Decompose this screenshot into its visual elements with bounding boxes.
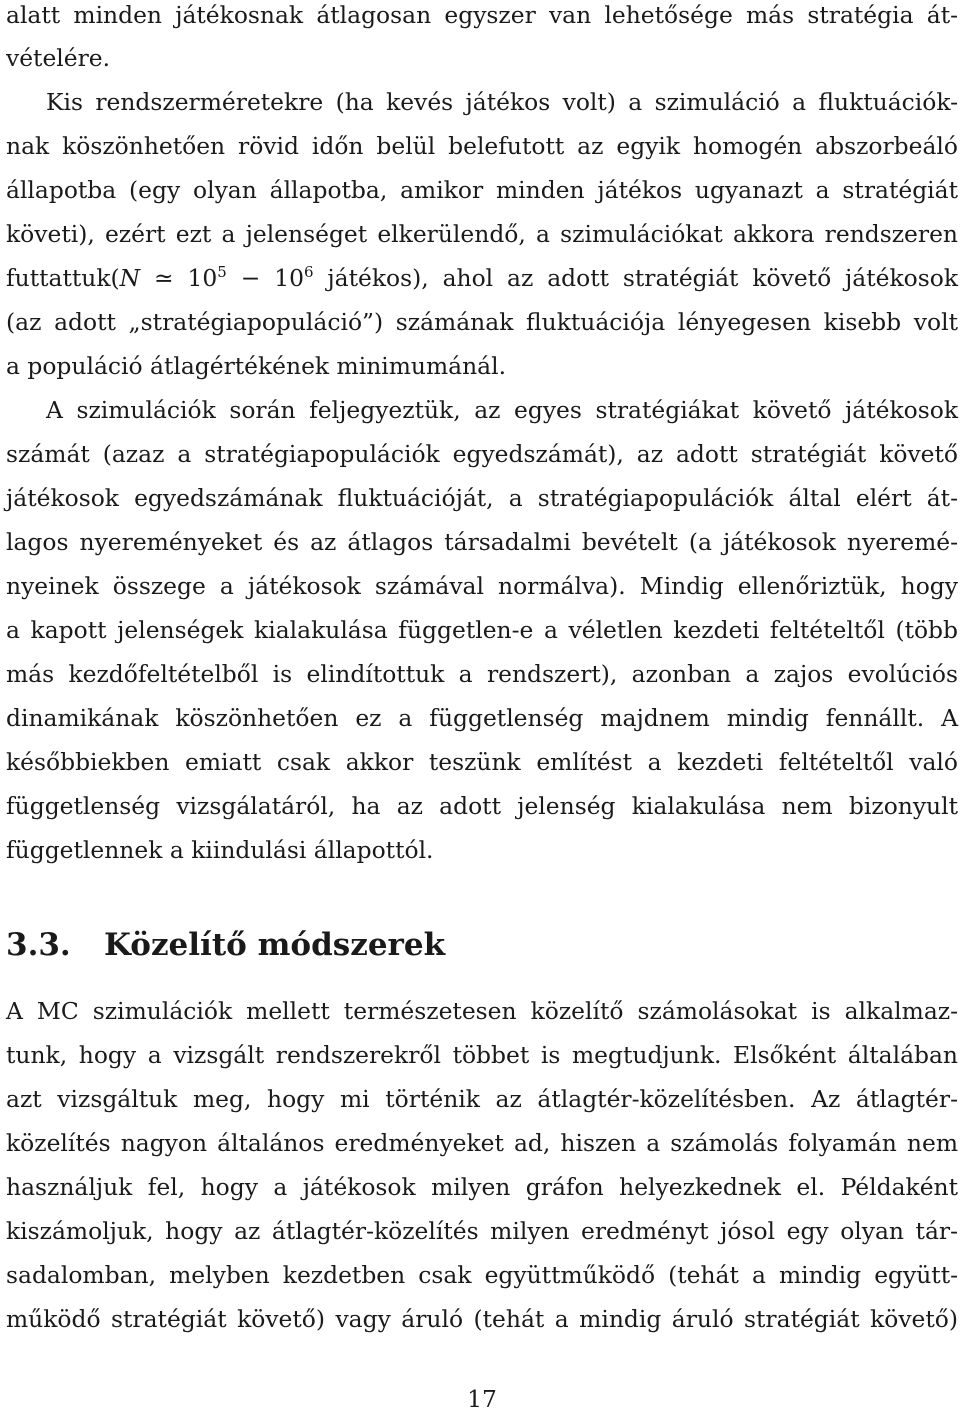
text-line: más kezdőfeltételből is elindítottuk a rendszert), azonban a zajos evolúciós — [6, 660, 958, 688]
math-exponent: 6 — [303, 263, 314, 281]
text-line: vételére. — [6, 44, 111, 72]
text-line: (az adott „stratégiapopuláció”) számának fluktuációja lényegesen kisebb volt — [6, 308, 958, 336]
section-number: 3.3. — [6, 927, 71, 963]
text-line: állapotba (egy olyan állapotba, amikor minden játékos ugyanazt a stratégiát — [6, 176, 958, 204]
text-line: későbbiekben emiatt csak akkor teszünk említést a kezdeti feltételtől való — [6, 748, 958, 776]
text-line: a kapott jelenségek kialakulása független-e a véletlen kezdeti feltételtől (több — [6, 616, 958, 644]
text-span: futtattuk( — [6, 264, 120, 292]
text-line: A szimulációk során feljegyeztük, az egyes stratégiákat követő játékosok — [46, 396, 958, 424]
text-line: használjuk fel, hogy a játékosok milyen gráfon helyezkednek el. Példaként — [6, 1173, 958, 1201]
text-line: nak köszönhetően rövid időn belül belefutott az egyik homogén abszorbeáló — [6, 132, 958, 160]
text-line: függetlennek a kiindulási állapottól. — [6, 836, 434, 864]
text-line: tunk, hogy a vizsgált rendszerekről többet is megtudjunk. Elsőként általában — [6, 1041, 958, 1069]
text-line: dinamikának köszönhetően ez a függetlenség majdnem mindig fennállt. A — [6, 704, 958, 732]
text-line: játékosok egyedszámának fluktuációját, a stratégiapopulációk által elért át- — [6, 484, 958, 512]
math-exponent: 5 — [217, 263, 227, 281]
page-number: 17 — [467, 1385, 497, 1413]
text-line: azt vizsgáltuk meg, hogy mi történik az átlagtér-közelítésben. Az átlagtér- — [6, 1085, 958, 1113]
text-span: játékos), ahol az adott stratégiát követő játékosok — [313, 264, 958, 292]
text-line: lagos nyereményeket és az átlagos társadalmi bevételt (a játékosok nyeremé- — [6, 528, 958, 556]
text-line-with-formula — [6, 263, 958, 293]
text-line: függetlenség vizsgálatáról, ha az adott jelenség kialakulása nem bizonyult — [6, 792, 958, 820]
text-line: közelítés nagyon általános eredményeket ad, hiszen a számolás folyamán nem — [6, 1129, 958, 1157]
text-line: nyeinek összege a játékosok számával normálva). Mindig ellenőriztük, hogy — [6, 572, 958, 600]
section-heading — [6, 925, 445, 965]
text-line: követi), ezért ezt a jelenséget elkerülendő, a szimulációkat akkora rendszeren — [6, 220, 958, 248]
text-line: a populáció átlagértékének minimumánál. — [6, 352, 507, 380]
text-line: sadalomban, melyben kezdetben csak együttműködő (tehát a mindig együtt- — [6, 1261, 958, 1289]
section-title: Közelítő módszerek — [104, 927, 446, 963]
text-line: alatt minden játékosnak átlagosan egyszer van lehetősége más stratégia át- — [6, 1, 958, 29]
math-variable: N — [119, 264, 141, 292]
math-relation: − 10 — [226, 264, 304, 292]
document-page — [6, 0, 958, 1414]
text-line: működő stratégiát követő) vagy áruló (tehát a mindig áruló stratégiát követő) — [6, 1305, 958, 1333]
text-line: számát (azaz a stratégiapopulációk egyedszámát), az adott stratégiát követő — [6, 440, 958, 468]
text-line: Kis rendszerméretekre (ha kevés játékos volt) a szimuláció a fluktuációk- — [46, 88, 958, 116]
text-line: A MC szimulációk mellett természetesen közelítő számolásokat is alkalmaz- — [6, 997, 958, 1025]
text-line: kiszámoljuk, hogy az átlagtér-közelítés milyen eredményt jósol egy olyan tár- — [6, 1217, 958, 1245]
math-relation: ≃ 10 — [140, 264, 218, 292]
